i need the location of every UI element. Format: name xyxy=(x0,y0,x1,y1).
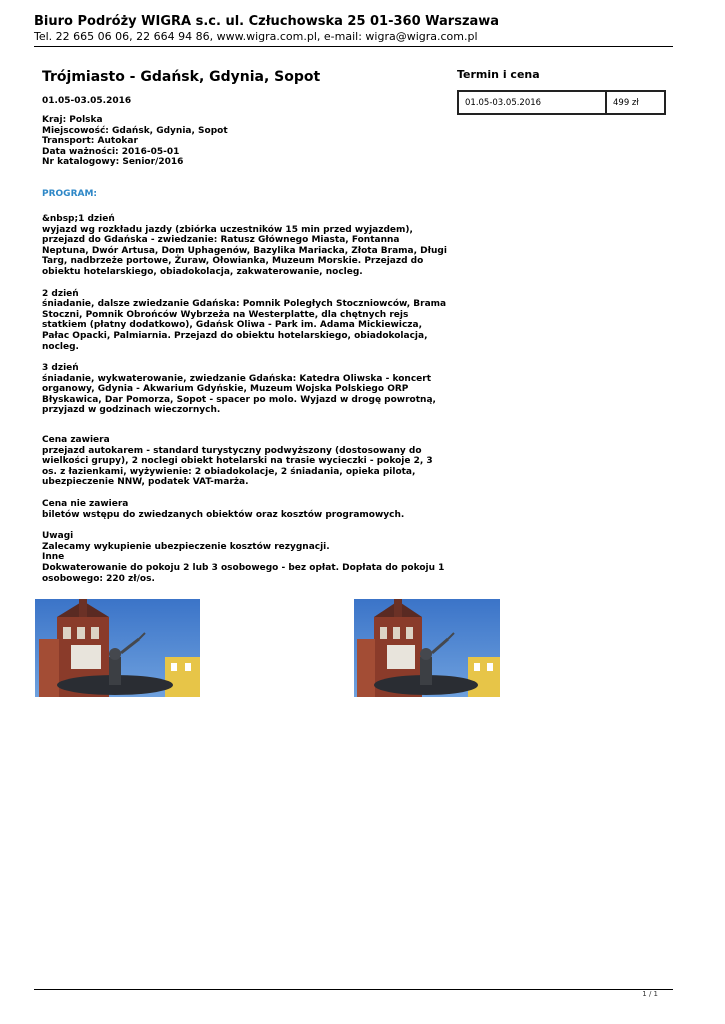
included-heading: Cena zawiera xyxy=(42,435,110,446)
neptune-fountain-illustration xyxy=(354,599,500,697)
notes xyxy=(42,531,447,584)
meta-transport: Transport: Autokar xyxy=(42,136,138,147)
trip-dates: 01.05-03.05.2016 xyxy=(42,96,132,106)
program-days xyxy=(42,214,447,416)
price-excluded xyxy=(42,499,447,520)
day-heading: 3 dzień xyxy=(42,363,79,374)
neptune-fountain-illustration xyxy=(35,599,200,697)
footer-divider xyxy=(34,989,673,990)
company-name: Biuro Podróży WIGRA s.c. ul. Człuchowska 25 01-360 Warszawa xyxy=(34,14,500,29)
gdansk-photo xyxy=(354,599,500,697)
excluded-heading: Cena nie zawiera xyxy=(42,499,129,510)
company-contact: Tel. 22 665 06 06, 22 664 94 86, www.wigra.com.pl, e-mail: wigra@wigra.com.pl xyxy=(34,30,478,43)
price-info xyxy=(42,435,447,584)
excluded-text: biletów wstępu do zwiedzanych obiektów oraz kosztów programowych. xyxy=(42,509,405,520)
trip-title: Trójmiasto - Gdańsk, Gdynia, Sopot xyxy=(42,69,321,85)
meta-catalog-number: Nr katalogowy: Senior/2016 xyxy=(42,157,184,168)
day-description: wyjazd wg rozkładu jazdy (zbiórka uczestników 15 min przed wyjazdem), przejazd do Gdańska - zwiedzanie: Ratusz Głównego Miasta, Fontanna Neptuna, Dwór Artusa, Dom Uphagenów, Bazylika Mariacka, Złota Brama, Długi Targ, nadbrzeże portowe, Żuraw, Ołowianka, Muzeum Morskie. Przejazd do obiektu hotelarskiego, obiadokolacja, zakwaterowanie, nocleg. xyxy=(42,224,447,277)
day-heading: &nbsp;1 dzień xyxy=(42,213,115,224)
pricing-date: 01.05-03.05.2016 xyxy=(458,91,606,114)
notes-heading: Uwagi xyxy=(42,531,74,542)
page-number: 1 / 1 xyxy=(642,990,658,998)
program-label: PROGRAM: xyxy=(42,188,98,199)
notes-text: Zalecamy wykupienie ubezpieczenie kosztów rezygnacji. xyxy=(42,541,330,552)
day-3 xyxy=(42,363,447,416)
meta-location: Miejscowość: Gdańsk, Gdynia, Sopot xyxy=(42,125,228,136)
trip-details xyxy=(42,68,447,595)
pricing-price: 499 zł xyxy=(606,91,665,114)
pricing-panel xyxy=(457,68,666,115)
meta-country: Kraj: Polska xyxy=(42,115,103,125)
other-text: Dokwaterowanie do pokoju 2 lub 3 osobowego - bez opłat. Dopłata do pokoju 1 osobowego: 220 zł/os. xyxy=(42,563,445,584)
meta-valid-date: Data ważności: 2016-05-01 xyxy=(42,146,180,157)
pricing-heading: Termin i cena xyxy=(457,68,540,81)
other-heading: Inne xyxy=(42,552,65,563)
included-text: przejazd autokarem - standard turystyczny podwyższony (dostosowany do wielkości grupy), 2 noclegi obiekt hotelarski na trasie wycieczki - pokoje 2, 3 os. z łazienkami, wyżywienie: 2 obiadokolacje, 2 śniadania, opieka pilota, ubezpieczenie NNW, podatek VAT-marża. xyxy=(42,445,433,488)
pricing-row xyxy=(458,91,665,114)
trip-meta xyxy=(42,115,447,168)
day-1 xyxy=(42,214,447,278)
day-description: śniadanie, wykwaterowanie, zwiedzanie Gdańska: Katedra Oliwska - koncert organowy, Gdynia - Akwarium Gdyńskie, Muzeum Wojska Polskiego ORP Błyskawica, Dar Pomorza, Sopot - spacer po molo. Wyjazd w drogę powrotną, przyjazd w godzinach wieczornych. xyxy=(42,373,436,416)
day-2 xyxy=(42,289,447,353)
day-heading: 2 dzień xyxy=(42,288,79,299)
gdansk-photo xyxy=(35,599,200,697)
price-included xyxy=(42,435,447,488)
pricing-table xyxy=(457,90,666,115)
header-divider xyxy=(34,46,673,47)
day-description: śniadanie, dalsze zwiedzanie Gdańska: Pomnik Poległych Stoczniowców, Brama Stoczni, Pomnik Obrońców Wybrzeża na Westerplatte, dla chętnych rejs statkiem (płatny dodatkowo), Gdańsk Oliwa - Park im. Adama Mickiewicza, Pałac Opacki, Palmiarnia. Przejazd do obiektu hotelarskiego, obiadokolacja, nocleg. xyxy=(42,299,447,352)
